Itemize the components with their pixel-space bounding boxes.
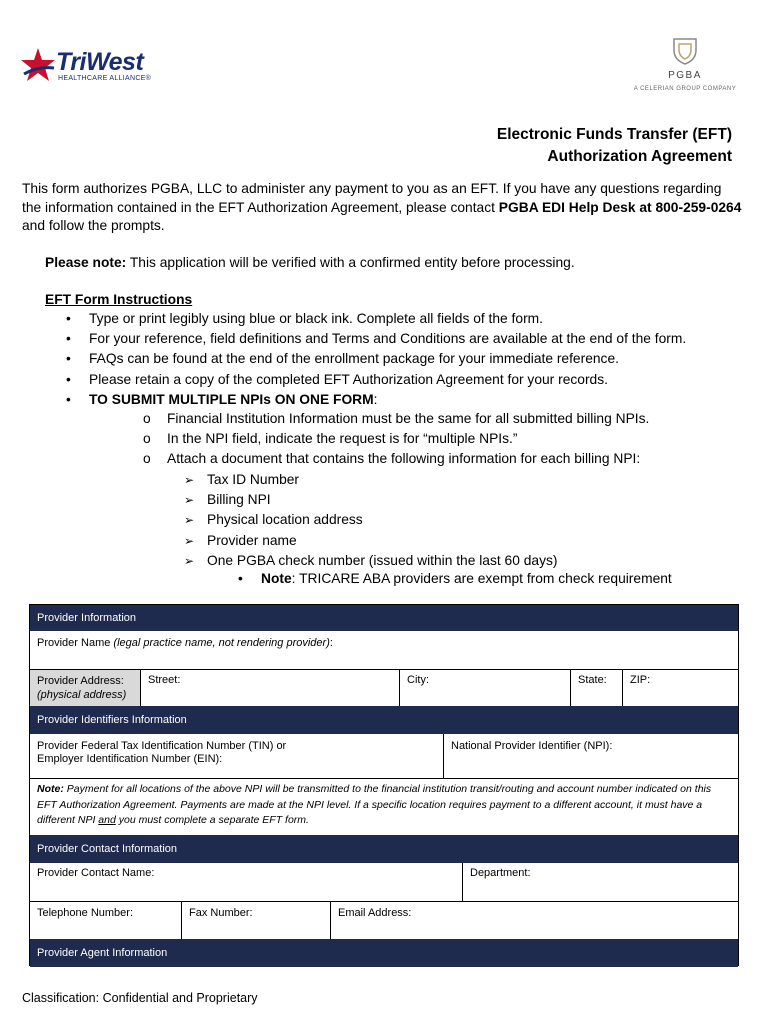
contact-header: Provider Contact Information [30,835,738,863]
state-field[interactable]: State: [578,674,607,686]
triwest-name: TriWest [56,48,144,76]
required-info-list [184,470,557,571]
provider-address-label: Provider Address: [37,675,124,687]
multiple-npi-sublist [142,409,649,470]
list-item: ➢ One PGBA check number (issued within the last 60 days) [184,551,557,571]
aba-note-label: Note [261,571,292,586]
please-note-text: This application will be verified with a confirmed entity before processing. [126,255,575,270]
page-title [497,124,732,168]
list-item: • Type or print legibly using blue or black ink. Complete all fields of the form. [60,309,760,329]
list-item-multiple [60,390,760,410]
contact-name-field[interactable]: Provider Contact Name: [37,867,155,879]
npi-note-and: and [98,814,116,826]
title-line-2: Authorization Agreement [547,148,732,165]
tin-label-line-2: Employer Identification Number (EIN): [37,753,223,765]
tin-field[interactable] [30,734,443,778]
title-line-1: Electronic Funds Transfer (EFT) [496,126,732,143]
npi-field[interactable]: National Provider Identifier (NPI): [451,740,613,752]
department-field[interactable]: Department: [470,867,531,879]
tin-label-line-1: Provider Federal Tax Identification Number (TIN) or [37,740,287,752]
intro-tail: and follow the prompts. [22,218,165,233]
intro-text: This form authorizes PGBA, LLC to administer any payment to you as an EFT. If you have any questions regarding the information contained in the EFT Authorization Agreement, please contact [22,181,722,215]
provider-name-colon: : [329,637,333,649]
provider-address-hint: (physical address) [37,689,127,701]
please-note-label: Please note: [45,255,127,270]
provider-address-label-cell [30,670,140,706]
npi-payment-note [30,779,738,834]
aba-note-text: : TRICARE ABA providers are exempt from check requirement [291,571,672,586]
instructions-list [60,309,760,410]
list-item: o Attach a document that contains the following information for each billing NPI: [142,449,649,469]
identifiers-header: Provider Identifiers Information [30,706,738,734]
city-field[interactable]: City: [407,674,429,686]
list-item: • For your reference, field definitions and Terms and Conditions are available at the end of the form. [60,329,760,349]
provider-name-label: Provider Name [37,637,114,649]
list-item: ➢ Billing NPI [184,490,557,510]
list-item: o Financial Institution Information must be the same for all submitted billing NPIs. [142,409,649,429]
list-item: • Please retain a copy of the completed EFT Authorization Agreement for your records. [60,370,760,390]
telephone-field[interactable]: Telephone Number: [37,907,134,919]
npi-note-text: Payment for all locations of the above NPI will be transmitted to the financial institution transit/routing and account number indicated on this EFT Authorization Agreement. Payments are made at the NPI level. If a specific location requires payment to a different account, it must have a different NPI [37,783,712,826]
list-item: o In the NPI field, indicate the request is for “multiple NPIs.” [142,429,649,449]
provider-name-hint: (legal practice name, not rendering provider) [113,637,330,649]
pgba-subtitle: A CELERIAN GROUP COMPANY [633,86,737,92]
agent-header: Provider Agent Information [30,939,738,967]
list-item: ➢ Tax ID Number [184,470,557,490]
npi-note-tail: you must complete a separate EFT form. [115,814,309,826]
eft-form [29,604,739,966]
intro-paragraph [22,180,742,236]
multiple-npi-colon: : [373,391,378,407]
footer-classification: Classification: Confidential and Proprietary [22,991,258,1005]
list-item: ➢ Physical location address [184,510,557,530]
email-field[interactable]: Email Address: [338,907,412,919]
aba-note: • Note: TRICARE ABA providers are exempt from check requirement [238,571,672,586]
triwest-logo [20,44,180,94]
triwest-subtitle: HEALTHCARE ALLIANCE® [58,75,152,82]
fax-field[interactable]: Fax Number: [189,907,253,919]
provider-name-field[interactable] [30,631,738,669]
provider-info-header: Provider Information [30,605,738,631]
multiple-npi-label: TO SUBMIT MULTIPLE NPIs ON ONE FORM [89,391,374,407]
please-note [45,255,575,270]
instructions-title: EFT Form Instructions [45,292,193,307]
list-item: • FAQs can be found at the end of the enrollment package for your immediate reference. [60,349,760,369]
street-field[interactable]: Street: [148,674,181,686]
list-item: ➢ Provider name [184,531,557,551]
pgba-logo [620,34,750,98]
star-icon [20,46,56,86]
shield-icon [671,36,699,66]
zip-field[interactable]: ZIP: [630,674,651,686]
npi-note-label: Note: [37,783,64,795]
help-desk-contact: PGBA EDI Help Desk at 800-259-0264 [498,199,742,215]
pgba-name: PGBA [668,70,702,81]
